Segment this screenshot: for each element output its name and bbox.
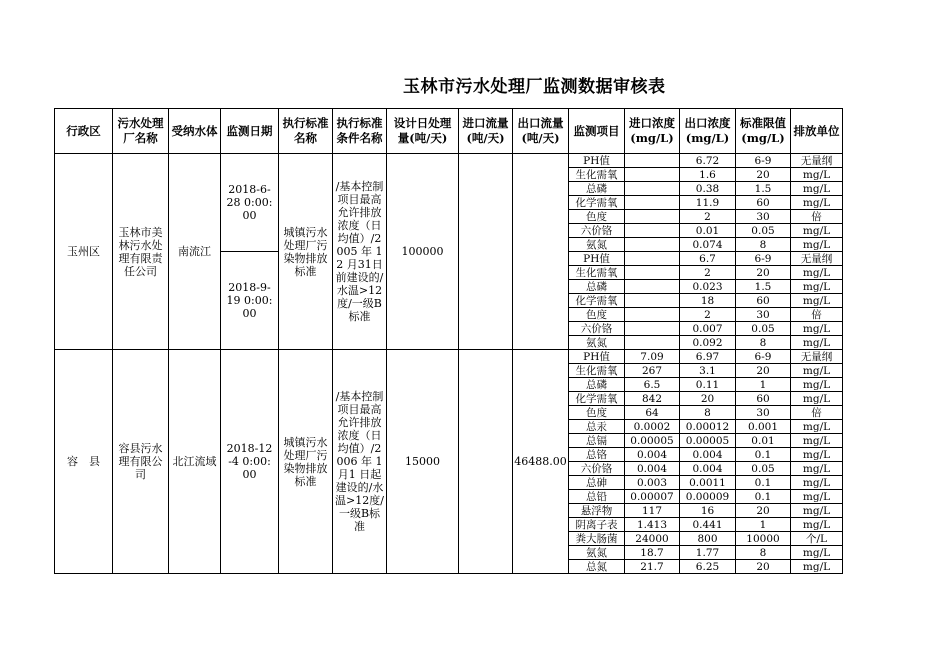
outlet-concentration-cell: 6.25 — [680, 560, 736, 574]
emission-unit-cell: mg/L — [791, 294, 843, 308]
monitoring-item-cell: 化学需氧 — [569, 392, 625, 406]
monitoring-item-cell: PH值 — [569, 252, 625, 266]
inlet-concentration-cell: 7.09 — [625, 350, 680, 364]
inlet-concentration-cell: 0.0002 — [625, 420, 680, 434]
emission-unit-cell: mg/L — [791, 336, 843, 350]
outlet-concentration-cell: 0.38 — [680, 182, 736, 196]
inlet-concentration-cell: 0.00007 — [625, 490, 680, 504]
inlet-concentration-cell: 64 — [625, 406, 680, 420]
region-cell: 玉州区 — [55, 154, 113, 350]
standard-name-cell: 城镇污水处理厂污染物排放标准 — [279, 154, 333, 350]
monitoring-item-cell: 总汞 — [569, 420, 625, 434]
emission-unit-cell: mg/L — [791, 224, 843, 238]
monitoring-item-cell: 氨氮 — [569, 336, 625, 350]
inlet-concentration-cell: 18.7 — [625, 546, 680, 560]
column-header-line: 执行标准 — [336, 116, 383, 130]
monitoring-item-cell: 氨氮 — [569, 546, 625, 560]
monitoring-data-table — [54, 108, 843, 574]
monitoring-item-cell: 六价铬 — [569, 322, 625, 336]
outlet-concentration-cell: 20 — [680, 392, 736, 406]
monitoring-item-cell: 阴离子表 — [569, 518, 625, 532]
standard-limit-cell: 20 — [736, 504, 791, 518]
outlet-concentration-cell: 6.7 — [680, 252, 736, 266]
inlet-concentration-cell: 0.004 — [625, 448, 680, 462]
outlet-concentration-cell: 2 — [680, 210, 736, 224]
page-title: 玉林市污水处理厂监测数据审核表 — [403, 77, 666, 97]
outlet-concentration-cell: 6.72 — [680, 154, 736, 168]
monitoring-item-cell: 氨氮 — [569, 238, 625, 252]
monitoring-item-cell: 化学需氧 — [569, 196, 625, 210]
emission-unit-cell: mg/L — [791, 546, 843, 560]
inlet-concentration-cell: 842 — [625, 392, 680, 406]
standard-limit-cell: 0.05 — [736, 322, 791, 336]
outlet-concentration-cell: 0.004 — [680, 448, 736, 462]
inlet-concentration-cell: 0.00005 — [625, 434, 680, 448]
inlet-concentration-cell: 21.7 — [625, 560, 680, 574]
monitoring-item-cell: 总镉 — [569, 434, 625, 448]
standard-limit-cell: 20 — [736, 560, 791, 574]
emission-unit-cell: mg/L — [791, 420, 843, 434]
column-header-line: 污水处理 — [117, 116, 164, 130]
plant-name-cell: 容县污水理有限公司 — [113, 350, 169, 574]
inlet-concentration-cell — [625, 168, 680, 182]
outlet-concentration-cell: 0.00005 — [680, 434, 736, 448]
standard-limit-cell: 0.001 — [736, 420, 791, 434]
standard-limit-cell: 1 — [736, 378, 791, 392]
outlet-flow-cell: 46488.00 — [513, 350, 569, 574]
column-header-line: 行政区 — [66, 123, 101, 138]
inlet-concentration-cell — [625, 196, 680, 210]
inlet-concentration-cell: 6.5 — [625, 378, 680, 392]
outlet-concentration-cell: 0.0011 — [680, 476, 736, 490]
emission-unit-cell: mg/L — [791, 322, 843, 336]
column-header — [736, 109, 791, 154]
standard-limit-cell: 8 — [736, 336, 791, 350]
emission-unit-cell: mg/L — [791, 490, 843, 504]
standard-limit-cell: 6-9 — [736, 252, 791, 266]
column-header-line: 监测项目 — [573, 123, 620, 138]
column-header-line: 出口浓度 — [684, 116, 731, 130]
emission-unit-cell: 倍 — [791, 406, 843, 420]
monitoring-item-cell: 总氮 — [569, 560, 625, 574]
standard-limit-cell: 60 — [736, 196, 791, 210]
monitoring-item-cell: 总铬 — [569, 448, 625, 462]
standard-limit-cell: 6-9 — [736, 154, 791, 168]
outlet-concentration-cell: 8 — [680, 406, 736, 420]
inlet-concentration-cell: 117 — [625, 504, 680, 518]
monitoring-item-cell: 总磷 — [569, 378, 625, 392]
outlet-concentration-cell: 0.004 — [680, 462, 736, 476]
emission-unit-cell: mg/L — [791, 364, 843, 378]
plant-name-cell: 玉林市美林污水处理有限责任公司 — [113, 154, 169, 350]
emission-unit-cell: mg/L — [791, 392, 843, 406]
outlet-concentration-cell: 0.023 — [680, 280, 736, 294]
monitoring-item-cell: 生化需氧 — [569, 168, 625, 182]
outlet-concentration-cell: 18 — [680, 294, 736, 308]
monitoring-item-cell: 生化需氧 — [569, 364, 625, 378]
standard-condition-cell: /基本控制项目最高允许排放浓度（日均值）/2005 年 12 月31日前建设的/水温>12度/一级B标准 — [333, 154, 387, 350]
inlet-concentration-cell: 24000 — [625, 532, 680, 546]
monitoring-item-cell: 色度 — [569, 308, 625, 322]
inlet-concentration-cell — [625, 266, 680, 280]
emission-unit-cell: mg/L — [791, 448, 843, 462]
emission-unit-cell: mg/L — [791, 462, 843, 476]
inlet-concentration-cell — [625, 308, 680, 322]
column-header-line: 排放单位 — [793, 123, 840, 138]
standard-limit-cell: 0.1 — [736, 448, 791, 462]
outlet-concentration-cell: 1.6 — [680, 168, 736, 182]
monitoring-date-cell: 2018-9-19 0:00:00 — [221, 252, 279, 350]
column-header — [169, 109, 221, 154]
design-capacity-cell: 15000 — [387, 350, 459, 574]
region-cell: 容 县 — [55, 350, 113, 574]
inlet-concentration-cell — [625, 182, 680, 196]
monitoring-item-cell: 色度 — [569, 210, 625, 224]
outlet-concentration-cell: 2 — [680, 266, 736, 280]
column-header-line: 出口流量 — [517, 116, 564, 130]
column-header-line: 设计日处理 — [393, 116, 452, 130]
standard-limit-cell: 8 — [736, 238, 791, 252]
standard-limit-cell: 30 — [736, 308, 791, 322]
monitoring-item-cell: 六价铬 — [569, 462, 625, 476]
column-header-line: 受纳水体 — [171, 123, 218, 138]
column-header — [387, 109, 459, 154]
column-header-line: 量(吨/天) — [397, 131, 448, 145]
column-header — [55, 109, 113, 154]
monitoring-date-cell: 2018-6-28 0:00:00 — [221, 154, 279, 252]
emission-unit-cell: mg/L — [791, 504, 843, 518]
column-header-line: 执行标准 — [282, 116, 329, 130]
column-header — [333, 109, 387, 154]
standard-limit-cell: 10000 — [736, 532, 791, 546]
emission-unit-cell: mg/L — [791, 434, 843, 448]
emission-unit-cell: mg/L — [791, 196, 843, 210]
column-header — [113, 109, 169, 154]
emission-unit-cell: mg/L — [791, 238, 843, 252]
emission-unit-cell: 无量纲 — [791, 350, 843, 364]
table-row — [55, 350, 843, 364]
emission-unit-cell: mg/L — [791, 476, 843, 490]
standard-limit-cell: 1.5 — [736, 280, 791, 294]
column-header-line: 名称 — [294, 131, 317, 145]
inlet-flow-cell — [459, 154, 513, 350]
outlet-concentration-cell: 2 — [680, 308, 736, 322]
outlet-concentration-cell: 0.007 — [680, 322, 736, 336]
column-header-line: 进口浓度 — [629, 116, 675, 130]
monitoring-item-cell: 粪大肠菌 — [569, 532, 625, 546]
table-header-row — [55, 109, 843, 154]
emission-unit-cell: mg/L — [791, 182, 843, 196]
monitoring-item-cell: 化学需氧 — [569, 294, 625, 308]
column-header — [279, 109, 333, 154]
column-header — [791, 109, 843, 154]
inlet-flow-cell — [459, 350, 513, 574]
outlet-concentration-cell: 1.77 — [680, 546, 736, 560]
standard-limit-cell: 60 — [736, 294, 791, 308]
emission-unit-cell: mg/L — [791, 518, 843, 532]
monitoring-item-cell: 悬浮物 — [569, 504, 625, 518]
column-header — [221, 109, 279, 154]
standard-limit-cell: 0.1 — [736, 476, 791, 490]
standard-limit-cell: 6-9 — [736, 350, 791, 364]
inlet-concentration-cell — [625, 280, 680, 294]
water-body-cell: 南流江 — [169, 154, 221, 350]
monitoring-item-cell: PH值 — [569, 154, 625, 168]
table-row — [55, 154, 843, 168]
column-header-line: (吨/天) — [521, 131, 560, 145]
inlet-concentration-cell: 1.413 — [625, 518, 680, 532]
monitoring-item-cell: 色度 — [569, 406, 625, 420]
standard-limit-cell: 0.05 — [736, 462, 791, 476]
outlet-concentration-cell: 0.00012 — [680, 420, 736, 434]
page-bottom-blank — [0, 600, 936, 662]
emission-unit-cell: mg/L — [791, 266, 843, 280]
standard-limit-cell: 30 — [736, 406, 791, 420]
outlet-concentration-cell: 6.97 — [680, 350, 736, 364]
inlet-concentration-cell: 267 — [625, 364, 680, 378]
inlet-concentration-cell — [625, 224, 680, 238]
outlet-concentration-cell: 0.00009 — [680, 490, 736, 504]
column-header-line: 条件名称 — [336, 131, 383, 145]
monitoring-item-cell: 总铅 — [569, 490, 625, 504]
inlet-concentration-cell — [625, 238, 680, 252]
inlet-concentration-cell — [625, 322, 680, 336]
design-capacity-cell: 100000 — [387, 154, 459, 350]
inlet-concentration-cell: 0.004 — [625, 462, 680, 476]
monitoring-item-cell: 生化需氧 — [569, 266, 625, 280]
standard-limit-cell: 30 — [736, 210, 791, 224]
standard-limit-cell: 8 — [736, 546, 791, 560]
water-body-cell: 北江流域 — [169, 350, 221, 574]
column-header — [513, 109, 569, 154]
inlet-concentration-cell: 0.003 — [625, 476, 680, 490]
inlet-concentration-cell — [625, 294, 680, 308]
column-header — [625, 109, 680, 154]
standard-limit-cell: 1 — [736, 518, 791, 532]
emission-unit-cell: 无量纲 — [791, 252, 843, 266]
standard-limit-cell: 0.1 — [736, 490, 791, 504]
column-header — [680, 109, 736, 154]
standard-limit-cell: 0.01 — [736, 434, 791, 448]
standard-condition-cell: /基本控制项目最高允许排放浓度（日均值）/2006 年 1 月1 日起建设的/水温>12度/一级B标准 — [333, 350, 387, 574]
emission-unit-cell: 无量纲 — [791, 154, 843, 168]
column-header-line: (mg/L) — [741, 131, 785, 145]
column-header-line: 厂名称 — [123, 131, 158, 145]
inlet-concentration-cell — [625, 210, 680, 224]
emission-unit-cell: mg/L — [791, 280, 843, 294]
emission-unit-cell: 个/L — [791, 532, 843, 546]
standard-limit-cell: 1.5 — [736, 182, 791, 196]
outlet-concentration-cell: 0.074 — [680, 238, 736, 252]
emission-unit-cell: mg/L — [791, 560, 843, 574]
outlet-concentration-cell: 11.9 — [680, 196, 736, 210]
inlet-concentration-cell — [625, 252, 680, 266]
column-header-line: (吨/天) — [466, 131, 505, 145]
outlet-concentration-cell: 0.441 — [680, 518, 736, 532]
monitoring-item-cell: 总磷 — [569, 182, 625, 196]
standard-limit-cell: 0.05 — [736, 224, 791, 238]
column-header — [459, 109, 513, 154]
column-header-line: (mg/L) — [685, 131, 730, 145]
monitoring-date-cell: 2018-12-4 0:00:00 — [221, 350, 279, 574]
emission-unit-cell: 倍 — [791, 308, 843, 322]
emission-unit-cell: mg/L — [791, 378, 843, 392]
column-header-line: 监测日期 — [226, 123, 273, 138]
column-header — [569, 109, 625, 154]
monitoring-item-cell: PH值 — [569, 350, 625, 364]
outlet-concentration-cell: 0.11 — [680, 378, 736, 392]
emission-unit-cell: 倍 — [791, 210, 843, 224]
outlet-concentration-cell: 0.01 — [680, 224, 736, 238]
outlet-concentration-cell: 800 — [680, 532, 736, 546]
standard-limit-cell: 20 — [736, 364, 791, 378]
outlet-flow-cell — [513, 154, 569, 350]
standard-limit-cell: 20 — [736, 266, 791, 280]
standard-name-cell: 城镇污水处理厂污染物排放标准 — [279, 350, 333, 574]
monitoring-item-cell: 六价铬 — [569, 224, 625, 238]
inlet-concentration-cell — [625, 336, 680, 350]
standard-limit-cell: 20 — [736, 168, 791, 182]
column-header-line: 标准限值 — [740, 116, 786, 130]
inlet-concentration-cell — [625, 154, 680, 168]
outlet-concentration-cell: 3.1 — [680, 364, 736, 378]
standard-limit-cell: 60 — [736, 392, 791, 406]
monitoring-item-cell: 总砷 — [569, 476, 625, 490]
monitoring-item-cell: 总磷 — [569, 280, 625, 294]
column-header-line: (mg/L) — [630, 131, 674, 145]
column-header-line: 进口流量 — [462, 116, 509, 130]
outlet-concentration-cell: 0.092 — [680, 336, 736, 350]
outlet-concentration-cell: 16 — [680, 504, 736, 518]
emission-unit-cell: mg/L — [791, 168, 843, 182]
